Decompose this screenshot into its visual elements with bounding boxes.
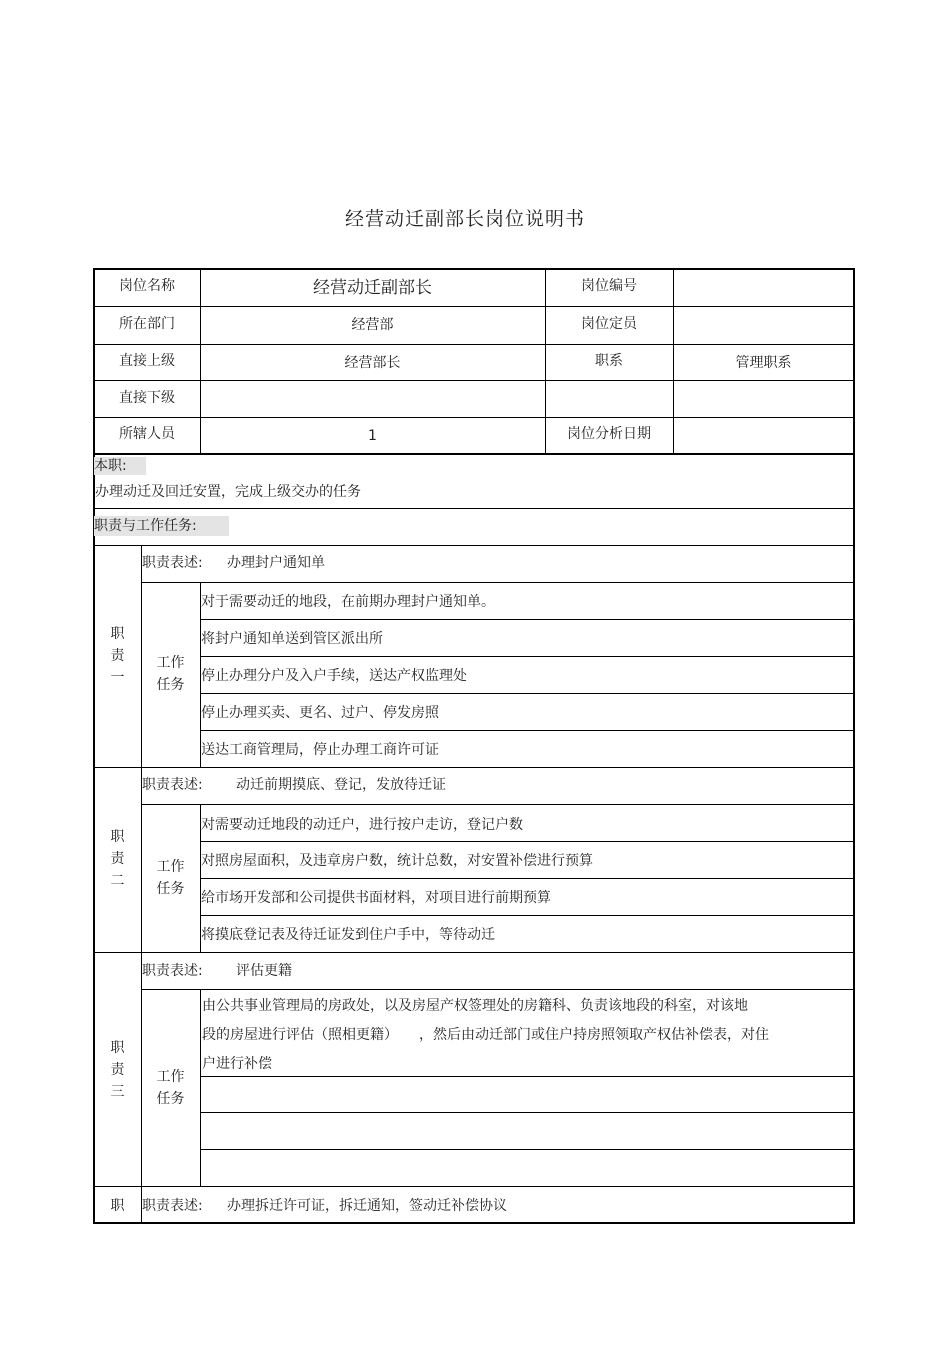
row-divider: [200, 878, 854, 879]
duty-3-tasks-label: 工作 任务: [156, 1069, 185, 1107]
duties-header: 职责与工作任务:: [94, 516, 229, 536]
duty-2-statement: 动迁前期摸底、登记，发放待迁证: [236, 777, 446, 793]
duty-2-tasks-label: 工作 任务: [156, 859, 185, 897]
task-item: 将摸底登记表及待迁证发到住户手中，等待动迁: [201, 927, 495, 943]
duty-4-statement-label: 职责表述:: [142, 1198, 203, 1214]
role-text: 办理动迁及回迁安置，完成上级交办的任务: [95, 484, 361, 500]
row-divider: [200, 1149, 854, 1150]
row-divider: [94, 306, 200, 307]
task-item: 给市场开发部和公司提供书面材料，对项目进行前期预算: [201, 890, 551, 906]
document-title: 经营动迁副部长岗位说明书: [344, 208, 585, 230]
task-item: 送达工商管理局，停止办理工商许可证: [201, 742, 439, 758]
subordinate-label: 直接下级: [119, 390, 175, 406]
row-divider: [200, 619, 854, 620]
task-item: 对于需要动迁的地段，在前期办理封户通知单。: [201, 594, 495, 610]
duty-3-statement: 评估更籍: [236, 963, 292, 979]
row-divider: [200, 730, 854, 731]
duty-1-label: 职 责 一: [110, 626, 125, 686]
superior-value: 经营部长: [344, 355, 401, 371]
row-divider: [94, 417, 854, 418]
task-item: 对需要动迁地段的动迁户，进行按户走访，登记户数: [201, 817, 523, 833]
superior-label: 直接上级: [119, 353, 175, 369]
row-divider: [94, 767, 854, 768]
duty-4-label: 职: [110, 1198, 125, 1214]
row-divider: [200, 1076, 854, 1077]
row-divider: [200, 1112, 854, 1113]
row-divider: [200, 841, 854, 842]
task-item: 户进行补偿: [202, 1056, 272, 1072]
row-divider: [94, 508, 854, 509]
row-divider: [94, 453, 854, 455]
row-divider: [94, 380, 854, 381]
department-label: 所在部门: [119, 316, 175, 332]
duty-1-tasks-label: 工作 任务: [156, 655, 185, 693]
row-divider: [141, 989, 854, 990]
duty-2-label: 职 责 二: [110, 829, 125, 889]
column-divider: [200, 989, 201, 1186]
task-item: 段的房屋进行评估（照相更籍） ，然后由动迁部门或住户持房照领取产权估补偿表，对住: [202, 1027, 769, 1043]
task-item: 对照房屋面积，及违章房户数，统计总数，对安置补偿进行预算: [201, 853, 593, 869]
duty-3-label: 职 责 三: [110, 1040, 125, 1100]
row-divider: [200, 306, 854, 307]
position-code-label: 岗位编号: [581, 278, 637, 294]
row-divider: [94, 344, 854, 345]
job-family-value: 管理职系: [735, 355, 792, 371]
row-divider: [94, 1186, 854, 1187]
duty-4-statement: 办理拆迁许可证，拆迁通知，签动迁补偿协议: [227, 1198, 507, 1214]
task-item: 将封户通知单送到管区派出所: [201, 631, 383, 647]
staff-count-value: 1: [368, 428, 377, 444]
analysis-date-label: 岗位分析日期: [567, 426, 651, 442]
staff-count-label: 所辖人员: [119, 426, 175, 442]
job-family-label: 职系: [595, 353, 623, 369]
task-item: 停止办理买卖、更名、过户、停发房照: [201, 705, 439, 721]
task-item: 由公共事业管理局的房政处，以及房屋产权签理处的房籍科、负责该地段的科室，对该地: [202, 998, 748, 1014]
duty-3-statement-label: 职责表述:: [142, 963, 203, 979]
row-divider: [200, 693, 854, 694]
duty-1-statement-label: 职责表述:: [142, 555, 203, 571]
department-value: 经营部: [351, 317, 394, 333]
row-divider: [141, 804, 854, 805]
position-name-value: 经营动迁副部长: [313, 278, 432, 298]
row-divider: [94, 545, 854, 546]
row-divider: [94, 952, 854, 953]
row-divider: [141, 582, 854, 583]
quota-label: 岗位定员: [581, 316, 637, 332]
row-divider: [200, 915, 854, 916]
position-name-label: 岗位名称: [119, 278, 175, 294]
role-label: 本职:: [94, 457, 146, 475]
duty-1-statement: 办理封户通知单: [227, 555, 325, 571]
duty-2-statement-label: 职责表述:: [142, 777, 203, 793]
row-divider: [200, 656, 854, 657]
task-item: 停止办理分户及入户手续，送达产权监理处: [201, 668, 467, 684]
